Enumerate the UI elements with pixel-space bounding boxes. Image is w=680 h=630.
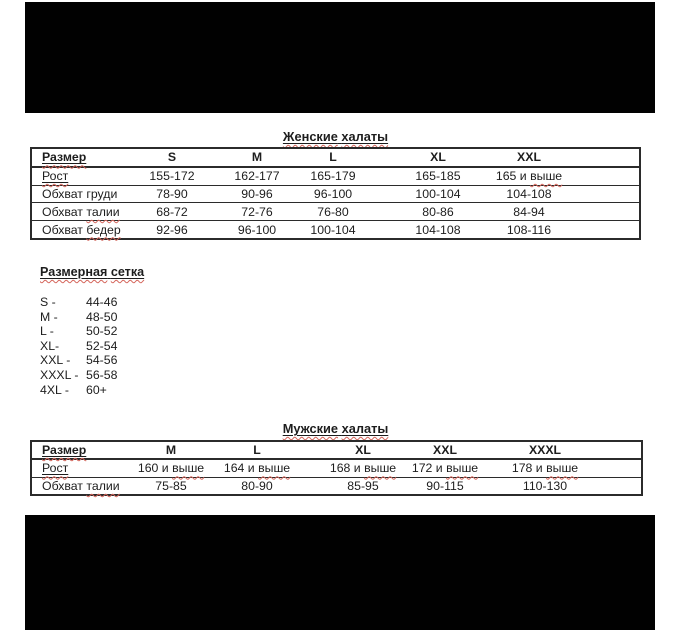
table-cell: 165-179 <box>310 169 356 184</box>
table-cell: 90-96 <box>241 186 273 201</box>
table-cell: 160 и выше <box>137 461 205 476</box>
column-header: M <box>165 443 177 458</box>
men-sizes-table <box>30 440 643 496</box>
title-word: халаты <box>341 129 389 144</box>
table-cell: 110-130 <box>522 478 568 493</box>
table-cell: 108-116 <box>506 222 552 237</box>
row-label: Обхват талии <box>42 204 120 219</box>
table-cell: 85-95 <box>347 478 379 493</box>
column-header: L <box>329 150 337 165</box>
table-header-row <box>32 442 641 460</box>
table-cell: 72-76 <box>241 204 273 219</box>
table-cell: 96-100 <box>313 186 353 201</box>
table-cell: 68-72 <box>156 204 188 219</box>
redacted-bar-top <box>25 2 655 113</box>
table-cell: 162-177 <box>234 169 280 184</box>
table-cell: 75-85 <box>155 478 187 493</box>
column-header: XL <box>355 443 371 458</box>
table-row-waist <box>32 478 641 494</box>
men-table-title <box>30 421 641 436</box>
title-word: Мужские <box>282 421 339 436</box>
table-cell: 76-80 <box>317 204 349 219</box>
table-cell: 96-100 <box>237 222 277 237</box>
title-word: Женские <box>282 129 338 144</box>
table-cell: 172 и выше <box>411 461 479 476</box>
column-header: S <box>167 150 177 165</box>
table-cell: 78-90 <box>156 186 188 201</box>
women-table-title <box>30 129 641 144</box>
size-grid-list <box>40 295 117 397</box>
heading-word: Размерная <box>40 265 108 279</box>
table-cell: 90-115 <box>426 478 464 493</box>
men-title-underline <box>283 421 389 436</box>
column-header: XL <box>430 150 446 165</box>
column-header-size: Размер <box>42 150 87 165</box>
row-label: Рост <box>42 169 69 184</box>
column-header-size: Размер <box>42 443 87 458</box>
redacted-bar-bottom <box>25 515 655 630</box>
table-cell: 168 и выше <box>329 461 397 476</box>
row-label: Обхват груди <box>42 186 118 201</box>
list-item: 4XL - 60+ <box>40 382 107 397</box>
list-item: S - 44-46 <box>40 295 118 309</box>
heading-word: сетка <box>110 265 145 279</box>
list-item: M - 48-50 <box>40 309 118 324</box>
table-cell: 165-185 <box>415 169 461 184</box>
list-item: XXXL - 56-58 <box>40 367 118 382</box>
column-header: M <box>251 150 263 165</box>
table-cell: 100-104 <box>310 222 356 237</box>
column-header: XXL <box>433 443 457 458</box>
column-header: L <box>253 443 261 458</box>
title-word: халаты <box>341 421 389 436</box>
table-cell: 104-108 <box>415 222 461 237</box>
table-cell: 92-96 <box>156 222 188 237</box>
women-sizes-table <box>30 147 641 240</box>
table-cell: 165 и выше <box>495 169 563 184</box>
list-item: XXL - 54-56 <box>40 353 118 368</box>
table-cell: 104-108 <box>506 186 552 201</box>
list-item: L - 50-52 <box>40 324 118 339</box>
column-header: XXL <box>517 150 541 165</box>
size-grid-heading <box>40 265 144 279</box>
row-label: Рост <box>42 461 69 476</box>
table-cell: 155-172 <box>149 169 195 184</box>
table-cell: 100-104 <box>415 186 461 201</box>
table-cell: 80-86 <box>422 204 454 219</box>
table-cell: 178 и выше <box>511 461 579 476</box>
table-row-waist <box>32 203 639 221</box>
table-row-chest <box>32 186 639 204</box>
row-label: Обхват бедер <box>42 222 121 237</box>
list-item: XL- 52-54 <box>40 338 118 353</box>
table-cell: 80-90 <box>241 478 273 493</box>
size-grid-heading-underline <box>40 265 144 279</box>
table-cell: 164 и выше <box>223 461 291 476</box>
table-row-height <box>32 168 639 186</box>
table-row-height <box>32 460 641 477</box>
table-cell: 84-94 <box>513 204 545 219</box>
table-header-row <box>32 149 639 168</box>
column-header: XXXL <box>528 443 562 458</box>
row-label: Обхват талии <box>42 478 120 493</box>
women-title-underline <box>283 129 388 144</box>
table-row-hips <box>32 221 639 238</box>
